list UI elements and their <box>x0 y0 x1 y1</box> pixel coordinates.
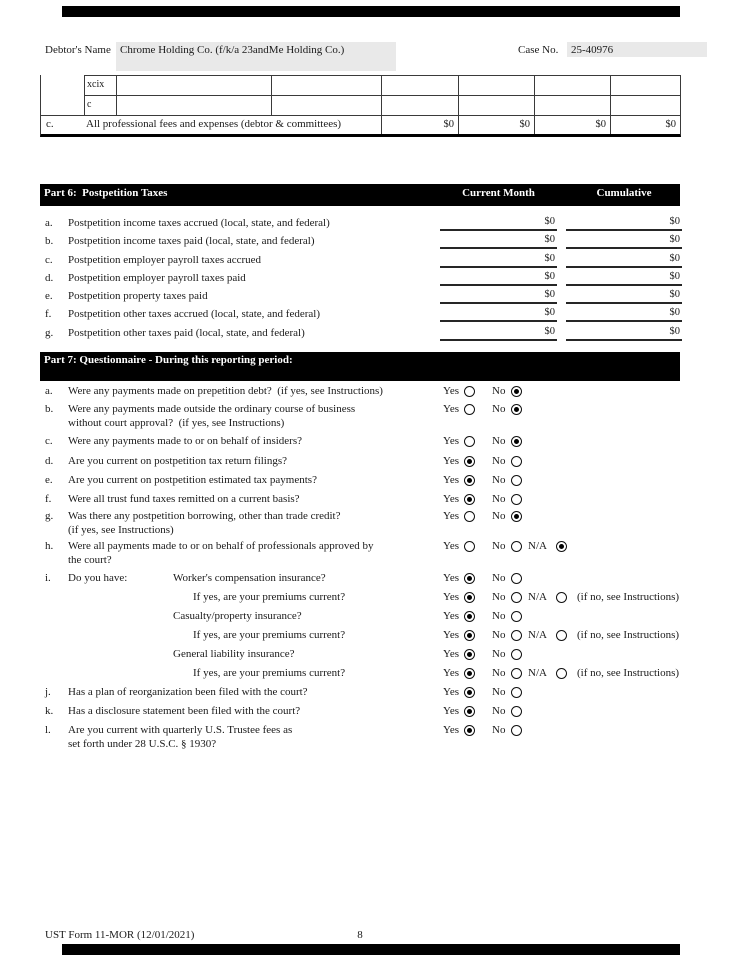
radio-yes[interactable] <box>464 541 475 552</box>
option-label-no: No <box>492 667 506 679</box>
option-label-yes: Yes <box>443 510 460 522</box>
question-letter: k. <box>45 705 54 717</box>
option-label-no: No <box>492 385 506 397</box>
radio-no[interactable] <box>511 668 522 679</box>
part6-current-month-field[interactable]: $0 <box>440 234 557 249</box>
option-label-no: No <box>492 629 506 641</box>
option-label-yes: Yes <box>443 455 460 467</box>
option-note: (if no, see Instructions) <box>577 667 680 679</box>
radio-no[interactable] <box>511 706 522 717</box>
case-number-value: 25-40976 <box>571 44 614 56</box>
question-text: Were any payments made outside the ordinary course of business <box>68 403 356 415</box>
question-text: Were any payments made to or on behalf of insiders? <box>68 435 303 447</box>
option-label-na: N/A <box>528 629 547 641</box>
radio-yes[interactable] <box>464 456 475 467</box>
table-line <box>84 95 680 96</box>
table-row-label: c <box>87 99 92 110</box>
option-label-yes: Yes <box>443 724 460 736</box>
question-text: Were all trust fund taxes remitted on a current basis? <box>68 493 300 505</box>
part6-row-letter: a. <box>45 217 53 229</box>
radio-no[interactable] <box>511 592 522 603</box>
part6-current-month-field[interactable]: $0 <box>440 216 557 231</box>
sub-question-text: Casualty/property insurance? <box>173 610 302 622</box>
radio-dot <box>467 728 472 733</box>
radio-yes[interactable] <box>464 630 475 641</box>
option-label-yes: Yes <box>443 403 460 415</box>
option-label-no: No <box>492 610 506 622</box>
sub-question-text: Worker's compensation insurance? <box>173 572 326 584</box>
part6-cumulative-field[interactable]: $0 <box>566 234 682 249</box>
option-label-no: No <box>492 540 506 552</box>
option-label-na: N/A <box>528 591 547 603</box>
question-letter: c. <box>45 435 53 447</box>
radio-dot <box>467 671 472 676</box>
debtor-name-value: Chrome Holding Co. (f/k/a 23andMe Holding Co.) <box>120 44 345 56</box>
option-note: (if no, see Instructions) <box>577 629 680 641</box>
radio-yes[interactable] <box>464 687 475 698</box>
question-text: Are you current with quarterly U.S. Trustee fees as <box>68 724 293 736</box>
part6-col-cumulative: Cumulative <box>596 187 652 199</box>
radio-yes[interactable] <box>464 725 475 736</box>
table-line <box>458 75 459 134</box>
radio-dot <box>559 544 564 549</box>
radio-no[interactable] <box>511 649 522 660</box>
option-label-na: N/A <box>528 540 547 552</box>
radio-dot <box>514 389 519 394</box>
part6-row-label: Postpetition other taxes accrued (local, state, and federal) <box>68 308 320 320</box>
part6-title: Part 6: Postpetition Taxes <box>44 187 168 199</box>
total-row-label: All professional fees and expenses (debtor & committees) <box>86 118 342 130</box>
radio-na[interactable] <box>556 592 567 603</box>
option-label-no: No <box>492 686 506 698</box>
debtor-name-label: Debtor's Name <box>45 44 111 56</box>
total-row-letter: c. <box>46 118 54 130</box>
question-letter: j. <box>45 686 51 698</box>
radio-dot <box>514 439 519 444</box>
option-label-yes: Yes <box>443 686 460 698</box>
radio-no[interactable] <box>511 541 522 552</box>
question-text: Were all payments made to or on behalf of professionals approved by <box>68 540 374 552</box>
question-letter: l. <box>45 724 51 736</box>
option-label-no: No <box>492 572 506 584</box>
radio-yes[interactable] <box>464 475 475 486</box>
question-letter: f. <box>45 493 52 505</box>
part6-row-label: Postpetition other taxes paid (local, state, and federal) <box>68 327 305 339</box>
sub-question-text: General liability insurance? <box>173 648 295 660</box>
option-label-no: No <box>492 403 506 415</box>
question-text: Were any payments made on prepetition debt? (if yes, see Instructions) <box>68 385 383 397</box>
part7-header-bar <box>40 352 680 381</box>
part6-cumulative-field[interactable]: $0 <box>566 326 682 341</box>
part6-cumulative-field[interactable]: $0 <box>566 289 682 304</box>
question-text: Has a disclosure statement been filed with the court? <box>68 705 301 717</box>
option-label-no: No <box>492 435 506 447</box>
radio-dot <box>467 576 472 581</box>
option-label-na: N/A <box>528 667 547 679</box>
part6-cumulative-field[interactable]: $0 <box>566 307 682 322</box>
part6-current-month-field[interactable]: $0 <box>440 326 557 341</box>
radio-dot <box>467 709 472 714</box>
radio-no[interactable] <box>511 687 522 698</box>
option-label-yes: Yes <box>443 493 460 505</box>
question-text: Was there any postpetition borrowing, other than trade credit? <box>68 510 341 522</box>
part6-row-label: Postpetition employer payroll taxes paid <box>68 272 246 284</box>
radio-no[interactable] <box>511 494 522 505</box>
part6-row-letter: f. <box>45 308 52 320</box>
part6-row-label: Postpetition income taxes accrued (local, state, and federal) <box>68 217 330 229</box>
question-text-line2: without court approval? (if yes, see Instructions) <box>68 417 285 429</box>
radio-yes[interactable] <box>464 404 475 415</box>
question-text-line2: set forth under 28 U.S.C. § 1930? <box>68 738 217 750</box>
question-letter: a. <box>45 385 53 397</box>
table-line <box>84 75 85 115</box>
bottom-black-bar <box>62 944 680 955</box>
radio-yes[interactable] <box>464 611 475 622</box>
radio-yes[interactable] <box>464 436 475 447</box>
part6-row-letter: c. <box>45 254 53 266</box>
radio-no[interactable] <box>511 573 522 584</box>
option-label-yes: Yes <box>443 435 460 447</box>
radio-yes[interactable] <box>464 706 475 717</box>
part6-cumulative-field[interactable]: $0 <box>566 271 682 286</box>
radio-yes[interactable] <box>464 592 475 603</box>
question-text-line2: (if yes, see Instructions) <box>68 524 174 536</box>
question-letter: b. <box>45 403 54 415</box>
question-text: Has a plan of reorganization been filed with the court? <box>68 686 308 698</box>
radio-no[interactable] <box>511 456 522 467</box>
page-number: 8 <box>357 929 363 941</box>
part6-row-letter: b. <box>45 235 54 247</box>
option-label-no: No <box>492 455 506 467</box>
table-line <box>534 75 535 134</box>
option-label-yes: Yes <box>443 610 460 622</box>
radio-yes[interactable] <box>464 386 475 397</box>
part6-header-bar <box>40 184 680 206</box>
radio-no[interactable] <box>511 611 522 622</box>
part6-row-label: Postpetition employer payroll taxes accrued <box>68 254 262 266</box>
table-line <box>84 75 680 76</box>
total-value: $0 <box>519 119 530 130</box>
option-label-no: No <box>492 510 506 522</box>
option-label-yes: Yes <box>443 385 460 397</box>
radio-dot <box>467 497 472 502</box>
question-text: Are you current on postpetition tax return filings? <box>68 455 288 467</box>
option-label-no: No <box>492 648 506 660</box>
radio-dot <box>467 459 472 464</box>
part7-title: Part 7: Questionnaire - During this reporting period: <box>44 354 293 366</box>
option-label-yes: Yes <box>443 629 460 641</box>
radio-dot <box>467 595 472 600</box>
table-row-label: xcix <box>87 79 105 90</box>
radio-no[interactable] <box>511 404 522 415</box>
part6-row-label: Postpetition income taxes paid (local, state, and federal) <box>68 235 315 247</box>
sub-question-text: If yes, are your premiums current? <box>193 629 346 641</box>
radio-dot <box>467 652 472 657</box>
radio-no[interactable] <box>511 511 522 522</box>
part6-current-month-field[interactable]: $0 <box>440 289 557 304</box>
part6-current-month-field[interactable]: $0 <box>440 271 557 286</box>
part6-current-month-field[interactable]: $0 <box>440 307 557 322</box>
form-footer: UST Form 11-MOR (12/01/2021) <box>45 929 195 941</box>
part6-row-letter: d. <box>45 272 54 284</box>
option-note: (if no, see Instructions) <box>577 591 680 603</box>
total-value: $0 <box>595 119 606 130</box>
radio-no[interactable] <box>511 475 522 486</box>
question-text-line2: the court? <box>68 554 112 566</box>
radio-dot <box>514 407 519 412</box>
question-letter: d. <box>45 455 54 467</box>
option-label-no: No <box>492 705 506 717</box>
table-line <box>381 75 382 134</box>
radio-yes[interactable] <box>464 494 475 505</box>
radio-no[interactable] <box>511 436 522 447</box>
option-label-yes: Yes <box>443 572 460 584</box>
option-label-yes: Yes <box>443 474 460 486</box>
radio-yes[interactable] <box>464 668 475 679</box>
option-label-yes: Yes <box>443 705 460 717</box>
case-number-label: Case No. <box>518 44 559 56</box>
part6-row-label: Postpetition property taxes paid <box>68 290 208 302</box>
total-value: $0 <box>665 119 676 130</box>
option-label-no: No <box>492 591 506 603</box>
question-letter: h. <box>45 540 54 552</box>
radio-dot <box>467 633 472 638</box>
question-text: Are you current on postpetition estimated tax payments? <box>68 474 317 486</box>
part6-cumulative-field[interactable]: $0 <box>566 216 682 231</box>
option-label-no: No <box>492 493 506 505</box>
question-letter: i. <box>45 572 51 584</box>
table-line <box>271 75 272 115</box>
question-letter: e. <box>45 474 53 486</box>
radio-dot <box>467 478 472 483</box>
radio-dot <box>467 614 472 619</box>
sub-question-text: If yes, are your premiums current? <box>193 591 346 603</box>
option-label-no: No <box>492 724 506 736</box>
option-label-no: No <box>492 474 506 486</box>
radio-na[interactable] <box>556 541 567 552</box>
professional-fees-table <box>40 75 681 137</box>
top-black-bar <box>62 6 680 17</box>
question-letter: g. <box>45 510 54 522</box>
option-label-yes: Yes <box>443 648 460 660</box>
part6-cumulative-field[interactable]: $0 <box>566 253 682 268</box>
radio-no[interactable] <box>511 386 522 397</box>
radio-no[interactable] <box>511 725 522 736</box>
radio-yes[interactable] <box>464 511 475 522</box>
radio-na[interactable] <box>556 630 567 641</box>
table-line <box>116 75 117 115</box>
part6-col-current-month: Current Month <box>462 187 535 199</box>
total-value: $0 <box>443 119 454 130</box>
part6-current-month-field[interactable]: $0 <box>440 253 557 268</box>
part6-row-letter: e. <box>45 290 53 302</box>
radio-yes[interactable] <box>464 573 475 584</box>
table-line <box>41 115 680 116</box>
question-text: Do you have: <box>68 572 128 584</box>
option-label-yes: Yes <box>443 667 460 679</box>
radio-no[interactable] <box>511 630 522 641</box>
option-label-yes: Yes <box>443 591 460 603</box>
radio-yes[interactable] <box>464 649 475 660</box>
table-line <box>610 75 611 134</box>
radio-dot <box>514 514 519 519</box>
radio-na[interactable] <box>556 668 567 679</box>
part6-row-letter: g. <box>45 327 54 339</box>
radio-dot <box>467 690 472 695</box>
option-label-yes: Yes <box>443 540 460 552</box>
sub-question-text: If yes, are your premiums current? <box>193 667 346 679</box>
